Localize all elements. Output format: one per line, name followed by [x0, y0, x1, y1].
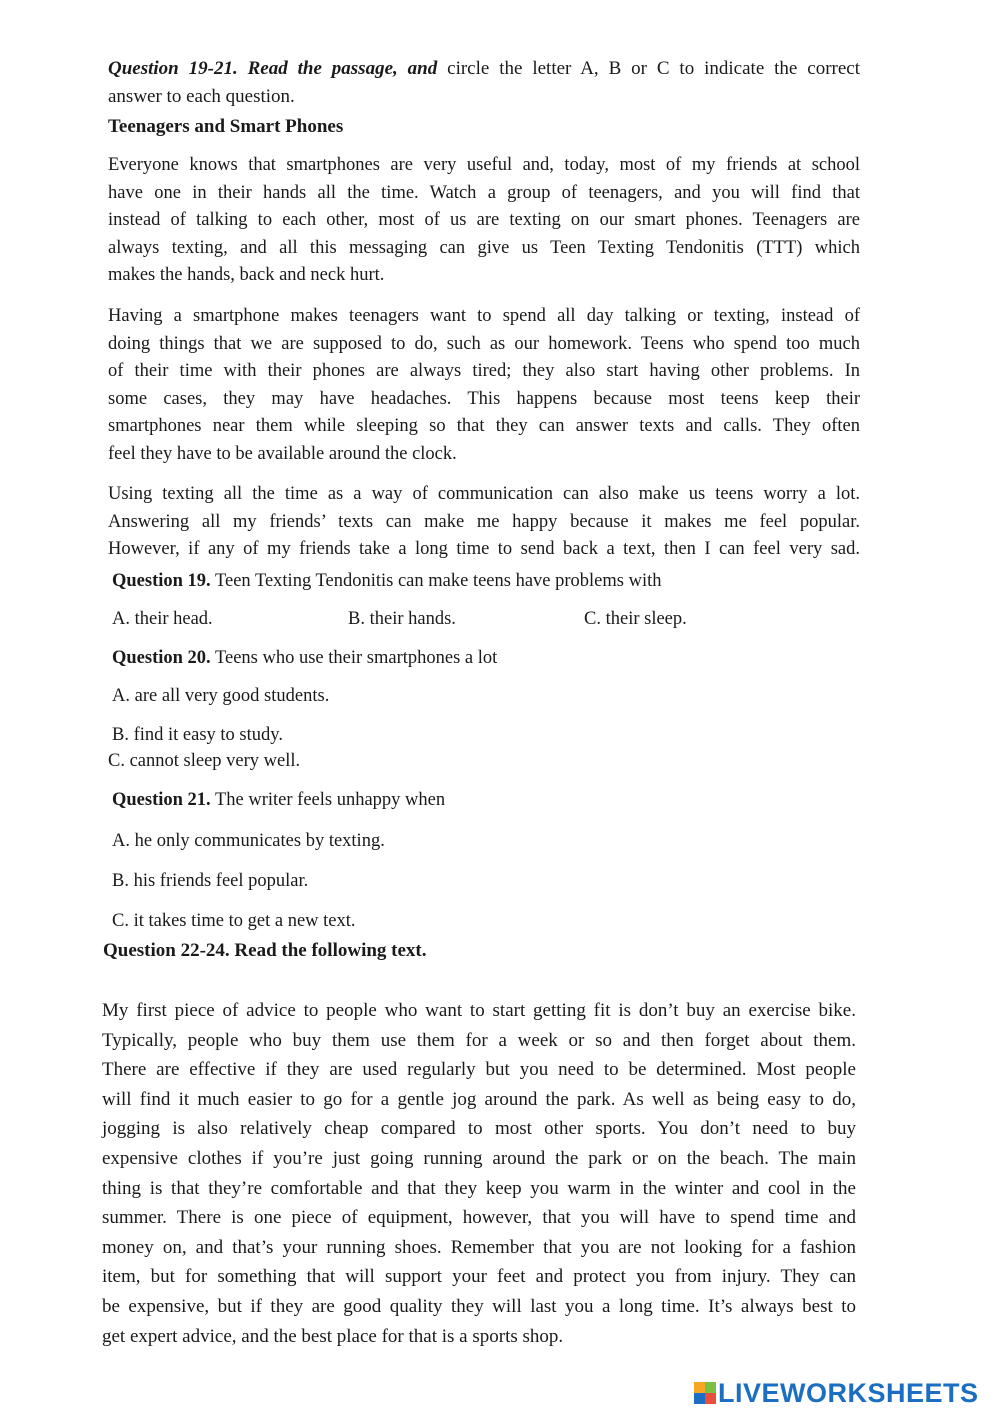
question-number: Question 20. — [112, 648, 211, 668]
paragraph-line: jogging is also relatively cheap compared to most other sports. You don’t need to buy — [102, 1118, 856, 1140]
question-stem: Teens who use their smartphones a lot — [210, 648, 498, 668]
question-stem: Teen Texting Tendonitis can make teens have problems with — [210, 571, 662, 591]
paragraph-line: item, but for something that will support your feet and protect you from injury. They can — [102, 1266, 856, 1288]
paragraph-line: some cases, they may have headaches. This happens because most teens keep their — [108, 388, 860, 409]
paragraph-line: Using texting all the time as a way of communication can also make us teens worry a lot. — [108, 484, 860, 504]
liveworksheets-mark-icon — [694, 1382, 716, 1404]
paragraph-line: expensive clothes if you’re just going running around the park or on the beach. The main — [102, 1147, 856, 1169]
paragraph-line: However, if any of my friends take a long time to send back a text, then I can feel very sad. — [108, 539, 860, 559]
paragraph-line: My first piece of advice to people who want to start getting fit is don’t buy an exercise bike. — [102, 1000, 856, 1021]
question-19 — [112, 568, 862, 594]
section-instructions — [108, 55, 860, 111]
instruction-line-2: answer to each question. — [108, 86, 295, 107]
q19-option-a[interactable]: A. their head. — [112, 609, 213, 629]
paragraph-line: summer. There is one piece of equipment, however, that you will have to spend time and — [102, 1207, 856, 1229]
paragraph-line: doing things that we are supposed to do, such as our homework. Teens who spend too much — [108, 333, 860, 354]
q20-option-b[interactable]: B. find it easy to study. — [112, 725, 283, 745]
paragraph-line: Answering all my friends’ texts can make me happy because it makes me feel popular. — [108, 511, 860, 532]
passage-paragraph-3 — [108, 481, 860, 564]
paragraph-line: makes the hands, back and neck hurt. — [108, 265, 385, 285]
question-20 — [112, 645, 862, 671]
question-number: Question 21. — [112, 790, 211, 810]
q20-option-c[interactable]: C. cannot sleep very well. — [108, 751, 301, 771]
question-21 — [112, 787, 862, 813]
paragraph-line: always texting, and all this messaging can give us Teen Texting Tendonitis (TTT) which — [108, 237, 860, 258]
paragraph-line: thing is that they’re comfortable and that they keep you warm in the winter and cool in the — [102, 1177, 856, 1199]
q19-option-c[interactable]: C. their sleep. — [584, 609, 687, 629]
q21-option-a[interactable]: A. he only communicates by texting. — [112, 831, 385, 851]
question-stem: The writer feels unhappy when — [210, 790, 446, 810]
q21-option-c[interactable]: C. it takes time to get a new text. — [112, 911, 356, 931]
liveworksheets-wordmark: LIVEWORKSHEETS — [718, 1377, 979, 1408]
paragraph-line: Having a smartphone makes teenagers want to spend all day talking or texting, instead of — [108, 306, 860, 326]
instruction-bold: Question 19-21. Read the passage, and — [108, 58, 438, 79]
paragraph-line: be expensive, but if they are good quality they will last you a long time. It’s always best to — [102, 1295, 856, 1317]
paragraph-line: of their time with their phones are always tired; they also start having other problems. In — [108, 361, 860, 381]
passage-paragraph-1 — [108, 152, 860, 290]
q19-option-b[interactable]: B. their hands. — [348, 609, 456, 629]
paragraph-line: have one in their hands all the time. Watch a group of teenagers, and you will find that — [108, 182, 860, 203]
paragraph-line: Everyone knows that smartphones are very useful and, today, most of my friends at school — [108, 155, 860, 175]
paragraph-line: Typically, people who buy them use them for a week or so and then forget about them. — [102, 1029, 856, 1051]
paragraph-line: smartphones near them while sleeping so that they can answer texts and calls. They often — [108, 416, 860, 436]
passage-paragraph-2 — [108, 303, 860, 468]
q21-option-b[interactable]: B. his friends feel popular. — [112, 871, 309, 891]
paragraph-line: get expert advice, and the best place for that is a sports shop. — [102, 1325, 564, 1347]
paragraph-line: instead of talking to each other, most of us are texting on our smart phones. Teenagers are — [108, 210, 860, 230]
question-number: Question 19. — [112, 571, 211, 591]
instruction-text: circle the letter A, B or C to indicate the correct — [437, 58, 860, 79]
paragraph-line: There are effective if they are used regularly but you need to be determined. Most people — [102, 1059, 856, 1081]
paragraph-line: money on, and that’s your running shoes. Remember that you are not looking for a fashion — [102, 1236, 856, 1258]
liveworksheets-logo — [694, 1375, 979, 1411]
paragraph-line: feel they have to be available around the clock. — [108, 443, 457, 464]
section-2-passage — [102, 996, 856, 1351]
passage-title: Teenagers and Smart Phones — [108, 116, 344, 137]
paragraph-line: will find it much easier to go for a gentle jog around the park. As well as being easy to do, — [102, 1088, 856, 1110]
q20-option-a[interactable]: A. are all very good students. — [112, 686, 330, 706]
section-2-heading: Question 22-24. Read the following text. — [103, 940, 427, 961]
